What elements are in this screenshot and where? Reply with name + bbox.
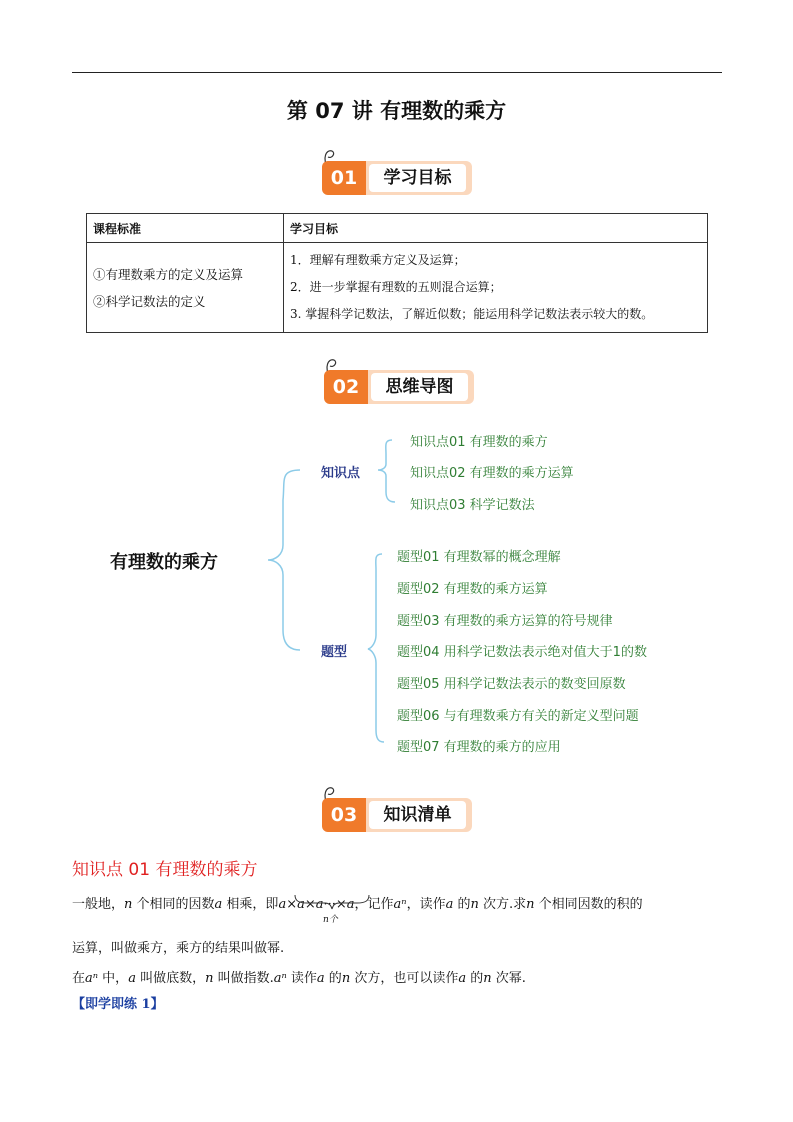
var-a: a: [214, 897, 223, 912]
standard-item: ②科学记数法的定义: [93, 293, 206, 309]
standards-cell: [87, 243, 284, 333]
mind-map: [0, 420, 793, 760]
section-badge-03: [322, 784, 482, 844]
leaf-item: 题型01 有理数幂的概念理解: [397, 550, 561, 565]
section-label: 知识清单: [369, 801, 466, 829]
standard-item: ①有理数乘方的定义及运算: [93, 266, 244, 282]
goals-table: [86, 213, 708, 333]
power-expression: aⁿ: [273, 971, 287, 986]
leaf-item: 题型07 有理数的乘方的应用: [397, 740, 561, 755]
var-n: n: [470, 897, 479, 912]
goal-item: 2．进一步掌握有理数的五则混合运算；: [290, 280, 502, 294]
text: 个相同的因数: [132, 897, 215, 912]
goals-cell: [284, 243, 708, 333]
var-a: a: [445, 897, 454, 912]
var-a: a: [316, 971, 325, 986]
leaf-item: 知识点03 科学记数法: [410, 498, 535, 513]
section-number: 03: [322, 798, 366, 832]
var-n: n: [205, 971, 214, 986]
page-title: 第 07 讲 有理数的乘方: [286, 99, 507, 123]
leaf-item: 知识点02 有理数的乘方运算: [410, 466, 574, 481]
practice-heading: 【即学即练 1】: [72, 997, 164, 1012]
brace-note: n个: [323, 915, 338, 925]
table-header-standard: 课程标准: [87, 214, 284, 243]
goal-item: 3. 掌握科学记数法，了解近似数；能运用科学记数法表示较大的数。: [290, 307, 654, 321]
text: 的: [453, 897, 471, 912]
text: 中，: [98, 971, 129, 986]
header-rule: [72, 72, 722, 73]
underbrace-icon: [293, 893, 371, 913]
mind-map-root: 有理数的乘方: [110, 552, 218, 573]
section-number: 01: [322, 161, 366, 195]
leaf-item: 题型04 用科学记数法表示绝对值大于1的数: [397, 645, 647, 660]
section-label: 学习目标: [369, 164, 466, 192]
goal-item: 1．理解有理数乘方定义及运算；: [290, 253, 466, 267]
text: 相乘，即: [222, 897, 279, 912]
leaf-item: 题型03 有理数的乘方运算的符号规律: [397, 614, 613, 629]
text: 的: [466, 971, 484, 986]
section-badge-01: [322, 147, 482, 207]
section-badge-02: [324, 356, 484, 416]
leaf-item: 题型05 用科学记数法表示的数变回原数: [397, 677, 626, 692]
product-expression: a×a×a···×a: [278, 897, 355, 912]
var-n: n: [526, 897, 535, 912]
var-n: n: [483, 971, 492, 986]
var-a: a: [458, 971, 467, 986]
table-header-goal: 学习目标: [284, 214, 708, 243]
text: 一般地，: [72, 897, 125, 912]
text: 次方，也可以读作: [350, 971, 459, 986]
var-n: n: [341, 971, 351, 986]
branch-knowledge: 知识点: [321, 466, 361, 481]
text: 个相同因数的积的: [534, 897, 643, 912]
var-a: a: [128, 971, 136, 986]
power-expression: aⁿ: [393, 897, 407, 912]
paragraph-2: 运算，叫做乘方，乘方的结果叫做幂.: [72, 941, 285, 956]
var-n: n: [124, 897, 133, 912]
text: 在: [72, 971, 86, 986]
text: 次方.求: [478, 897, 527, 912]
leaf-item: 题型06 与有理数乘方有关的新定义型问题: [397, 709, 639, 724]
text: ，读作: [406, 897, 446, 912]
leaf-item: 知识点01 有理数的乘方: [410, 435, 548, 450]
power-expression: aⁿ: [85, 971, 99, 986]
text: 的: [324, 971, 342, 986]
text: 读作: [286, 971, 317, 986]
paragraph-3: [72, 967, 526, 986]
section-label: 思维导图: [371, 373, 468, 401]
text: 叫做底数，: [135, 971, 206, 986]
text: 次幂.: [491, 971, 526, 986]
text: 叫做指数.: [213, 971, 274, 986]
knowledge-heading: 知识点 01 有理数的乘方: [72, 860, 258, 880]
text: ，记作: [354, 897, 394, 912]
branch-types: 题型: [321, 645, 348, 660]
leaf-item: 题型02 有理数的乘方运算: [397, 582, 548, 597]
section-number: 02: [324, 370, 368, 404]
